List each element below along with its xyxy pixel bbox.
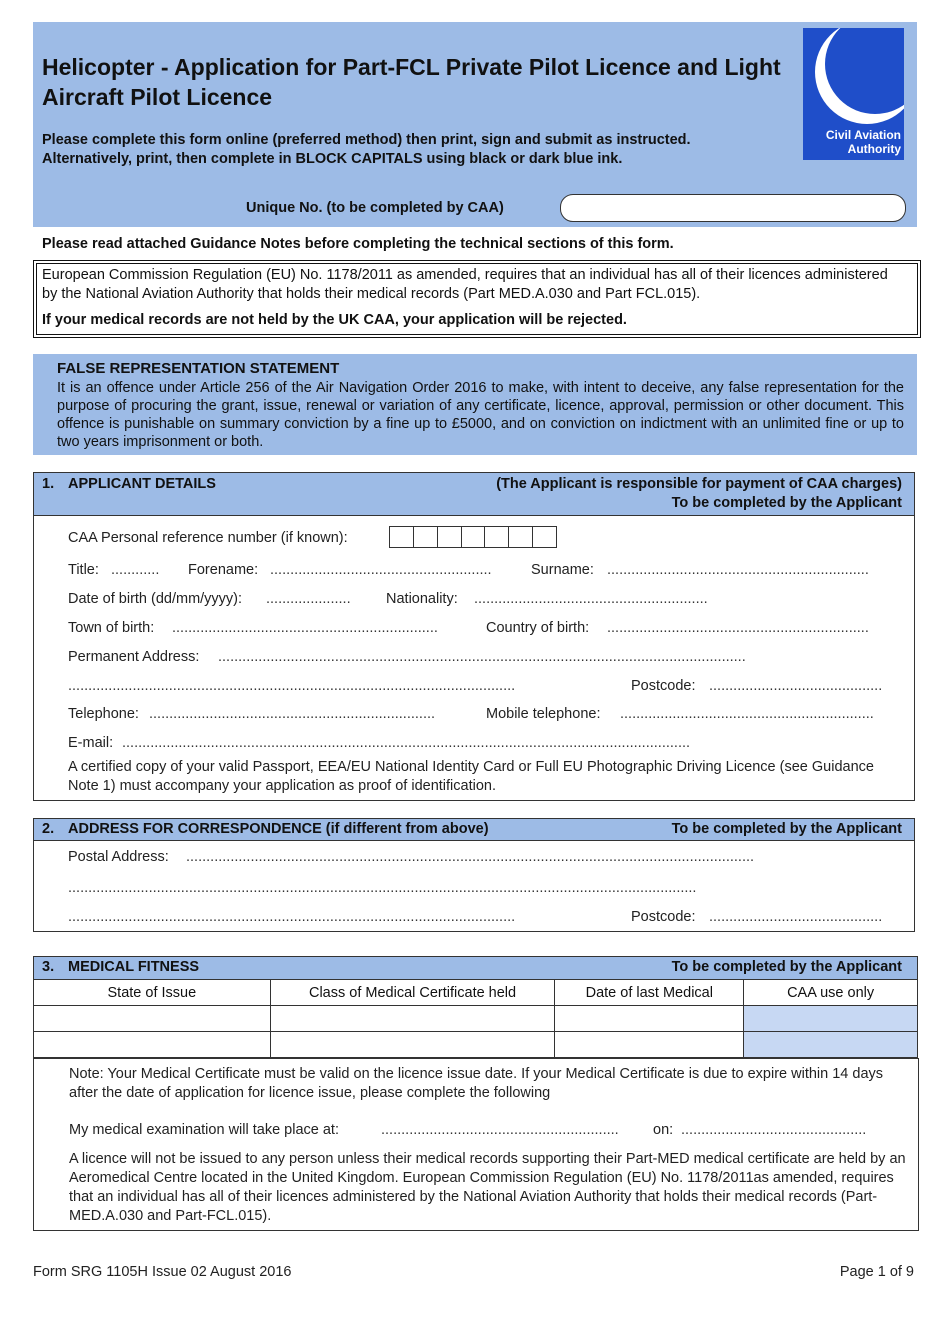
postal-address-field-3[interactable]: ............................................................................................................... <box>68 909 516 925</box>
country-of-birth-field[interactable]: ................................................................. <box>607 620 869 636</box>
medical-exam-date-field[interactable]: .............................................. <box>681 1122 867 1138</box>
caa-ref-cell[interactable] <box>462 526 486 548</box>
page-number: Page 1 of 9 <box>839 1264 914 1280</box>
dob-field[interactable]: ..................... <box>266 591 351 607</box>
section1-title: APPLICANT DETAILS <box>68 476 216 492</box>
postal-address-field-2[interactable]: ............................................................................................................................................................ <box>68 880 697 896</box>
country-of-birth-label: Country of birth: <box>486 620 590 636</box>
medical-exam-label: My medical examination will take place at: <box>69 1122 339 1138</box>
nationality-label: Nationality: <box>386 591 458 607</box>
state-of-issue-cell[interactable] <box>34 1032 271 1058</box>
medical-exam-on-label: on: <box>653 1122 674 1138</box>
column-header: State of Issue <box>34 980 271 1006</box>
licence-medical-records-note: A licence will not be issued to any person unless their medical records supporting their Part-MED medical certificate are held by an Aeromedical Centre located in the United Kingdom. European Commission Regulation (EU) No. 1178/2011as amended, requires that an individual has all of their licences administered by the National Aviation Authority that holds their medical records (Part-MED.A.030 and Part-FCL.015). <box>69 1151 906 1224</box>
medical-exam-location-field[interactable]: ........................................................... <box>381 1122 619 1138</box>
forename-label: Forename: <box>188 562 259 578</box>
unique-number-field[interactable] <box>560 194 906 222</box>
section2-postcode-label: Postcode: <box>631 909 696 925</box>
medical-table <box>33 979 918 1058</box>
last-medical-date-cell[interactable] <box>555 1006 744 1032</box>
surname-label: Surname: <box>531 562 594 578</box>
regulation-warning: If your medical records are not held by the UK CAA, your application will be rejected. <box>42 312 627 328</box>
instructions-line-2: Alternatively, print, then complete in BLOCK CAPITALS using black or dark blue ink. <box>42 151 623 167</box>
postcode-field[interactable]: ........................................... <box>709 678 883 694</box>
table-row <box>34 1006 918 1032</box>
last-medical-date-cell[interactable] <box>555 1032 744 1058</box>
email-label: E-mail: <box>68 735 114 751</box>
form-reference: Form SRG 1105H Issue 02 August 2016 <box>33 1264 292 1280</box>
column-header: Class of Medical Certificate held <box>270 980 555 1006</box>
permanent-address-label: Permanent Address: <box>68 649 200 665</box>
surname-field[interactable]: ................................................................. <box>607 562 869 578</box>
section3-completed-by: To be completed by the Applicant <box>671 959 902 975</box>
section2-completed-by: To be completed by the Applicant <box>671 821 902 837</box>
caa-ref-cell[interactable] <box>389 526 414 548</box>
false-representation-text: It is an offence under Article 256 of the Air Navigation Order 2016 to make, with intent to deceive, any false representation for the purpose of procuring the grant, issue, renewal or variation of any certificate, licence, approval, permission or other document. This offence is punishable on summary conviction by a fine up to £5000, and on conviction on indictment with an unlimited fine or up to two years imprisonment or both. <box>57 380 904 450</box>
guidance-notice: Please read attached Guidance Notes before completing the technical sections of this form. <box>42 236 674 252</box>
permanent-address-field-2[interactable]: ............................................................................................................... <box>68 678 516 694</box>
caa-ref-input[interactable] <box>389 526 557 548</box>
caa-ref-cell[interactable] <box>533 526 557 548</box>
email-field[interactable]: ............................................................................................................................................. <box>122 735 691 751</box>
form-instructions <box>42 131 802 169</box>
dob-label: Date of birth (dd/mm/yyyy): <box>68 591 243 607</box>
id-proof-note: A certified copy of your valid Passport, EEA/EU National Identity Card or Full EU Photographic Driving Licence (see Guidance Note 1) must accompany your application as proof of identification. <box>68 759 874 794</box>
caa-use-cell <box>744 1006 918 1032</box>
medical-validity-note: Note: Your Medical Certificate must be valid on the licence issue date. If your Medical Certificate is due to expire within 14 days after the date of application for licence issue, please complete the following <box>69 1066 884 1101</box>
medical-table-header <box>34 980 918 1006</box>
section1-note: (The Applicant is responsible for payment of CAA charges) <box>496 476 902 492</box>
logo-text <box>803 128 901 156</box>
section2-postcode-field[interactable]: ........................................... <box>709 909 883 925</box>
medical-class-cell[interactable] <box>270 1032 555 1058</box>
telephone-field[interactable]: ....................................................................... <box>149 706 436 722</box>
telephone-label: Telephone: <box>68 706 139 722</box>
section1-completed-by: To be completed by the Applicant <box>671 495 902 511</box>
section1-number: 1. <box>42 476 55 492</box>
column-header: Date of last Medical <box>555 980 744 1006</box>
section2-title: ADDRESS FOR CORRESPONDENCE (if different from above) <box>68 821 489 837</box>
form-title: Helicopter - Application for Part-FCL Private Pilot Licence and Light Aircraft Pilot Licence <box>42 54 781 110</box>
state-of-issue-cell[interactable] <box>34 1006 271 1032</box>
caa-ref-cell[interactable] <box>438 526 462 548</box>
section3-number: 3. <box>42 959 55 975</box>
permanent-address-field[interactable]: ................................................................................................................................... <box>218 649 746 665</box>
false-representation-title: FALSE REPRESENTATION STATEMENT <box>57 360 340 377</box>
logo-text-line-1: Civil Aviation <box>825 128 901 142</box>
instructions-line-1: Please complete this form online (preferred method) then print, sign and submit as instructed. <box>42 132 691 148</box>
postcode-label: Postcode: <box>631 678 696 694</box>
title-label: Title: <box>68 562 99 578</box>
unique-number-label: Unique No. (to be completed by CAA) <box>246 200 504 216</box>
caa-ref-cell[interactable] <box>485 526 509 548</box>
postal-address-label: Postal Address: <box>68 849 169 865</box>
table-row <box>34 1032 918 1058</box>
forename-field[interactable]: ....................................................... <box>270 562 492 578</box>
town-of-birth-label: Town of birth: <box>68 620 155 636</box>
nationality-field[interactable]: .......................................................... <box>474 591 708 607</box>
caa-use-cell <box>744 1032 918 1058</box>
regulation-text: European Commission Regulation (EU) No. 1178/2011 as amended, requires that an individual has all of their licences administered by the National Aviation Authority that holds their medical records (Part MED.A.030 and Part FCL.015). <box>42 267 888 302</box>
caa-ref-cell[interactable] <box>414 526 438 548</box>
town-of-birth-field[interactable]: .................................................................. <box>172 620 438 636</box>
caa-ref-label: CAA Personal reference number (if known): <box>68 530 348 546</box>
mobile-telephone-field[interactable]: ............................................................... <box>620 706 874 722</box>
column-header: CAA use only <box>744 980 918 1006</box>
title-field[interactable]: ............ <box>111 562 160 578</box>
postal-address-field[interactable]: ............................................................................................................................................. <box>186 849 755 865</box>
logo-text-line-2: Authority <box>847 142 901 156</box>
section3-title: MEDICAL FITNESS <box>68 959 200 975</box>
section2-number: 2. <box>42 821 55 837</box>
medical-class-cell[interactable] <box>270 1006 555 1032</box>
caa-ref-cell[interactable] <box>509 526 533 548</box>
mobile-telephone-label: Mobile telephone: <box>486 706 601 722</box>
caa-logo-icon <box>803 28 904 128</box>
